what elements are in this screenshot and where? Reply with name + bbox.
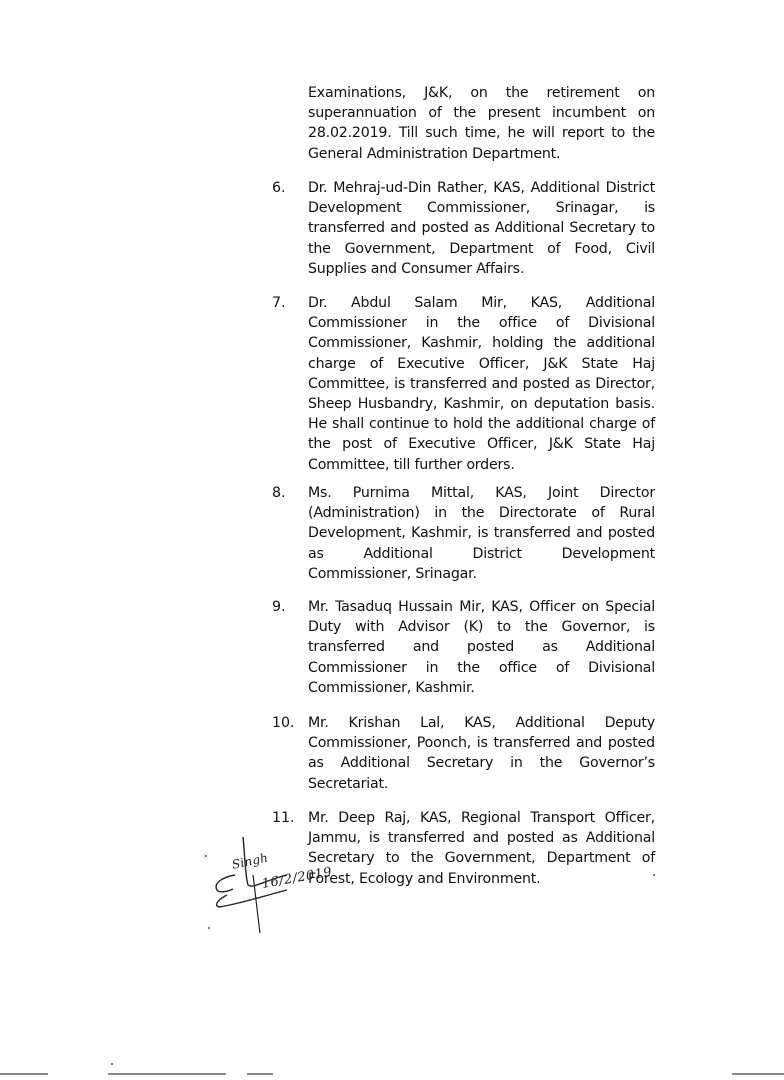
footer-rule-center	[108, 1073, 226, 1075]
item-number: 6.	[272, 180, 286, 196]
continuation-paragraph: Examinations, J&K, on the retirement on superannuation of the present incumbent on 28.02.2019. Till such time, he will report to the General Administration Department.	[308, 85, 655, 162]
signature-name: Singh	[230, 850, 270, 872]
order-item-6	[272, 178, 655, 279]
signature-date: 16/2/2019	[260, 864, 334, 892]
item-number: 8.	[272, 485, 286, 501]
footer-rule-right	[732, 1073, 784, 1075]
footer-rule-left	[0, 1073, 48, 1075]
item-text: Dr. Abdul Salam Mir, KAS, Additional Commissioner in the office of Divisional Commissioner, Kashmir, holding the additional charge of Executive Officer, J&K State Haj Committee, is transferred and posted as Director, Sheep Husbandry, Kashmir, on deputation basis. He shall continue to hold the additional charge of the post of Executive Officer, J&K State Haj Committee, till further orders.	[308, 295, 655, 473]
footer-rule-mid	[247, 1073, 273, 1075]
signature-stroke	[217, 890, 287, 907]
item-text: Dr. Mehraj-ud-Din Rather, KAS, Additional District Development Commissioner, Srinagar, is transferred and posted as Additional Secretary to the Government, Department of Food, Civil Supplies and Consumer Affairs.	[308, 180, 655, 277]
item-number: 9.	[272, 599, 286, 615]
item-number: 10.	[272, 715, 295, 731]
item-text: Mr. Deep Raj, KAS, Regional Transport Officer, Jammu, is transferred and posted as Additional Secretary to the Government, Department of Forest, Ecology and Environment.	[308, 810, 655, 887]
scan-speck	[653, 874, 655, 876]
item-text: Mr. Tasaduq Hussain Mir, KAS, Officer on Special Duty with Advisor (K) to the Governor, is transferred and posted as Additional Commissioner in the office of Divisional Commissioner, Kashmir.	[308, 599, 655, 696]
order-item-7	[272, 293, 655, 475]
scan-speck	[205, 855, 207, 857]
signature-stroke	[216, 875, 235, 892]
order-item-10	[272, 713, 655, 794]
item-text: Mr. Krishan Lal, KAS, Additional Deputy Commissioner, Poonch, is transferred and posted as Additional Secretary in the Governor’s Secretariat.	[308, 715, 655, 792]
scan-speck	[111, 1063, 113, 1065]
scan-speck	[208, 927, 210, 929]
item-number: 11.	[272, 810, 295, 826]
item-number: 7.	[272, 295, 286, 311]
order-item-8	[272, 483, 655, 584]
item-text: Ms. Purnima Mittal, KAS, Joint Director (Administration) in the Directorate of Rural Development, Kashmir, is transferred and posted as Additional District Development Commissioner, Srinagar.	[308, 485, 655, 582]
order-item-9	[272, 597, 655, 698]
